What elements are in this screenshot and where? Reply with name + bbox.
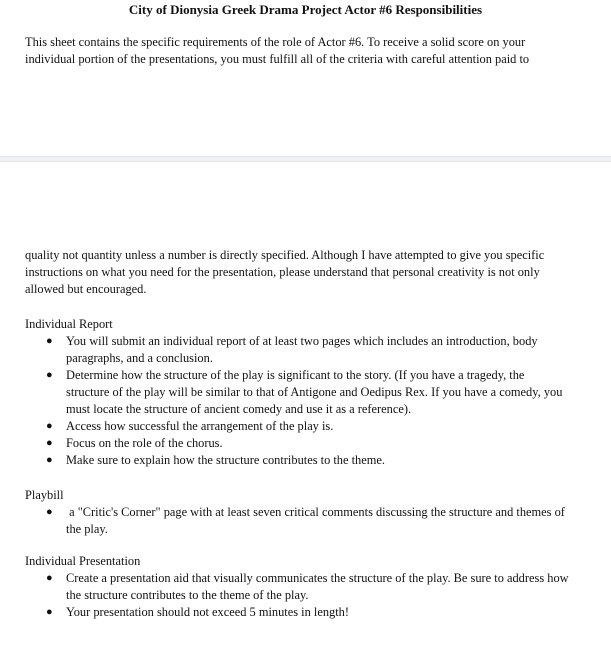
section-heading: Individual Presentation: [25, 554, 141, 568]
bullet-icon: ●: [46, 454, 53, 466]
list-item: ● Your presentation should not exceed 5 minutes in length!: [46, 605, 349, 619]
intro-paragraph-part-1: This sheet contains the specific requirements of the role of Actor #6. To receive a solid score on your individual portion of the presentations, you must fulfill all of the criteria with careful attention paid to: [25, 35, 530, 66]
bullet-list: [25, 504, 570, 538]
bullet-icon: ●: [46, 335, 53, 347]
list-item: ● Focus on the role of the chorus.: [46, 436, 223, 450]
bullet-icon: ●: [46, 437, 53, 449]
list-item: ● Make sure to explain how the structure contributes to the theme.: [46, 453, 385, 467]
section-playbill: [25, 487, 570, 538]
intro-paragraph-part-2: quality not quantity unless a number is directly specified. Although I have attempted to give you specific instructions on what you need for the presentation, please understand that personal creativity is not only allowed but encouraged.: [25, 248, 545, 296]
bullet-icon: ●: [46, 369, 53, 381]
document-title: City of Dionysia Greek Drama Project Actor #6 Responsibilities: [128, 2, 483, 17]
bullet-icon: ●: [46, 506, 53, 518]
list-item: ● Determine how the structure of the play is significant to the story. (If you have a tragedy, the structure of the play will be similar to that of Antigone and Oedipus Rex. If you have a comedy, you must locate the structure of ancient comedy and use it as a reference).: [46, 368, 563, 416]
document-page-1: [0, 0, 611, 156]
section-individual-presentation: [25, 553, 570, 621]
document-page-2: [0, 162, 611, 648]
section-heading: Individual Report: [25, 317, 113, 331]
bullet-icon: ●: [46, 420, 53, 432]
bullet-list: [25, 570, 570, 621]
list-item: ● Create a presentation aid that visually communicates the structure of the play. Be sure to address how the structure contributes to the theme of the play.: [46, 571, 569, 602]
bullet-icon: ●: [46, 572, 53, 584]
section-individual-report: [25, 316, 570, 469]
section-heading: Playbill: [25, 488, 64, 502]
bullet-list: [25, 333, 570, 469]
list-item: ● You will submit an individual report of at least two pages which includes an introduction, body paragraphs, and a conclusion.: [46, 334, 538, 365]
bullet-icon: ●: [46, 606, 53, 618]
list-item: ● a "Critic's Corner" page with at least seven critical comments discussing the structure and themes of the play.: [46, 505, 569, 536]
list-item: ● Access how successful the arrangement of the play is.: [46, 419, 334, 433]
